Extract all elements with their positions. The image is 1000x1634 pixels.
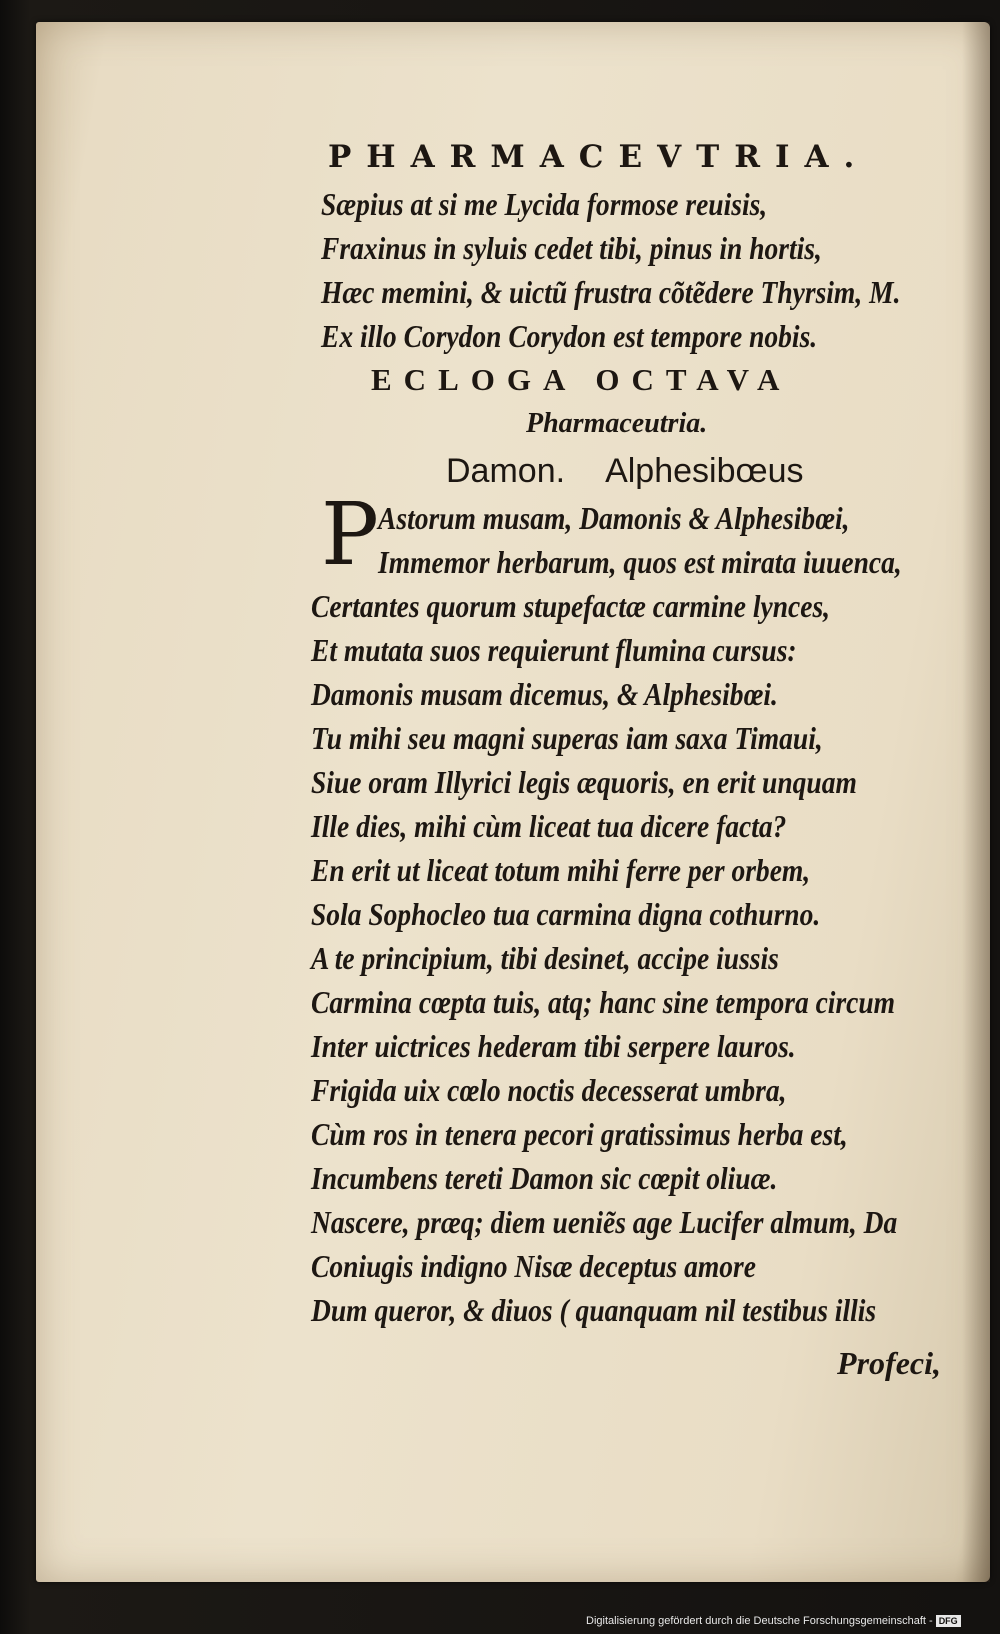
verse-line: Ille dies, mihi cùm liceat tua dicere facta? (311, 808, 787, 844)
verse-line: Carmina cœpta tuis, atq; hanc sine tempora circum (311, 984, 896, 1020)
verse-line: Sæpius at si me Lycida formose reuisis, (321, 186, 768, 222)
verse-line: Coniugis indigno Nisæ deceptus amore (311, 1248, 756, 1284)
speakers-heading (446, 446, 961, 496)
verse-line: Frigida uix cœlo noctis decesserat umbra, (311, 1072, 787, 1108)
verse-line: Hæc memini, & uictũ frustra cõtẽdere Thyrsim, M. (321, 274, 901, 310)
verse-line: Astorum musam, Damonis & Alphesibœi, (378, 500, 850, 536)
verse-line: En erit ut liceat totum mihi ferre per orbem, (311, 852, 811, 888)
verse-line: Dum queror, & diuos ( quanquam nil testibus illis (311, 1292, 877, 1328)
spine-shadow (962, 22, 990, 1582)
verse-line: Damonis musam dicemus, & Alphesibœi. (311, 676, 778, 712)
verse-line: Cùm ros in tenera pecori gratissimus herba est, (311, 1116, 848, 1152)
verse-line: Sola Sophocleo tua carmina digna cothurno. (311, 896, 821, 932)
catchword: Profeci, (837, 1345, 941, 1381)
verse-line: Certantes quorum stupefactæ carmine lynces, (311, 588, 831, 624)
dfg-logo: DFG (936, 1615, 961, 1627)
text-block (271, 132, 961, 1388)
verse-line: Inter uictrices hederam tibi serpere lauros. (311, 1028, 796, 1064)
drop-cap: P (321, 485, 379, 585)
speaker-damon: Damon. (446, 452, 566, 490)
verse-line: A te principium, tibi desinet, accipe iussis (311, 940, 779, 976)
verse-line: Fraxinus in syluis cedet tibi, pinus in hortis, (321, 230, 822, 266)
ecloga-title: ECLOGA OCTAVA (371, 362, 792, 397)
verse-line: Ex illo Corydon Corydon est tempore nobis. (321, 318, 818, 354)
credit-text: Digitalisierung gefördert durch die Deutsche Forschungsgemeinschaft - (586, 1615, 933, 1627)
verse-line: Siue oram Illyrici legis æquoris, en erit unquam (311, 764, 857, 800)
speaker-alphesiboeus: Alphesibœus (605, 452, 804, 490)
verse-line: Nascere, præq; diem ueniẽs age Lucifer almum, Da (311, 1204, 898, 1240)
verse-line: Incumbens tereti Damon sic cœpit oliuæ. (311, 1160, 778, 1196)
running-head: PHARMACEVTRIA. (328, 139, 870, 175)
book-page (36, 22, 990, 1582)
ecloga-subtitle: Pharmaceutria. (526, 408, 708, 439)
verse-line: Et mutata suos requierunt flumina cursus: (311, 632, 797, 668)
digitization-credit (586, 1613, 961, 1629)
verse-line: Immemor herbarum, quos est mirata iuuenca, (378, 544, 902, 580)
verse-line: Tu mihi seu magni superas iam saxa Timaui, (311, 720, 823, 756)
